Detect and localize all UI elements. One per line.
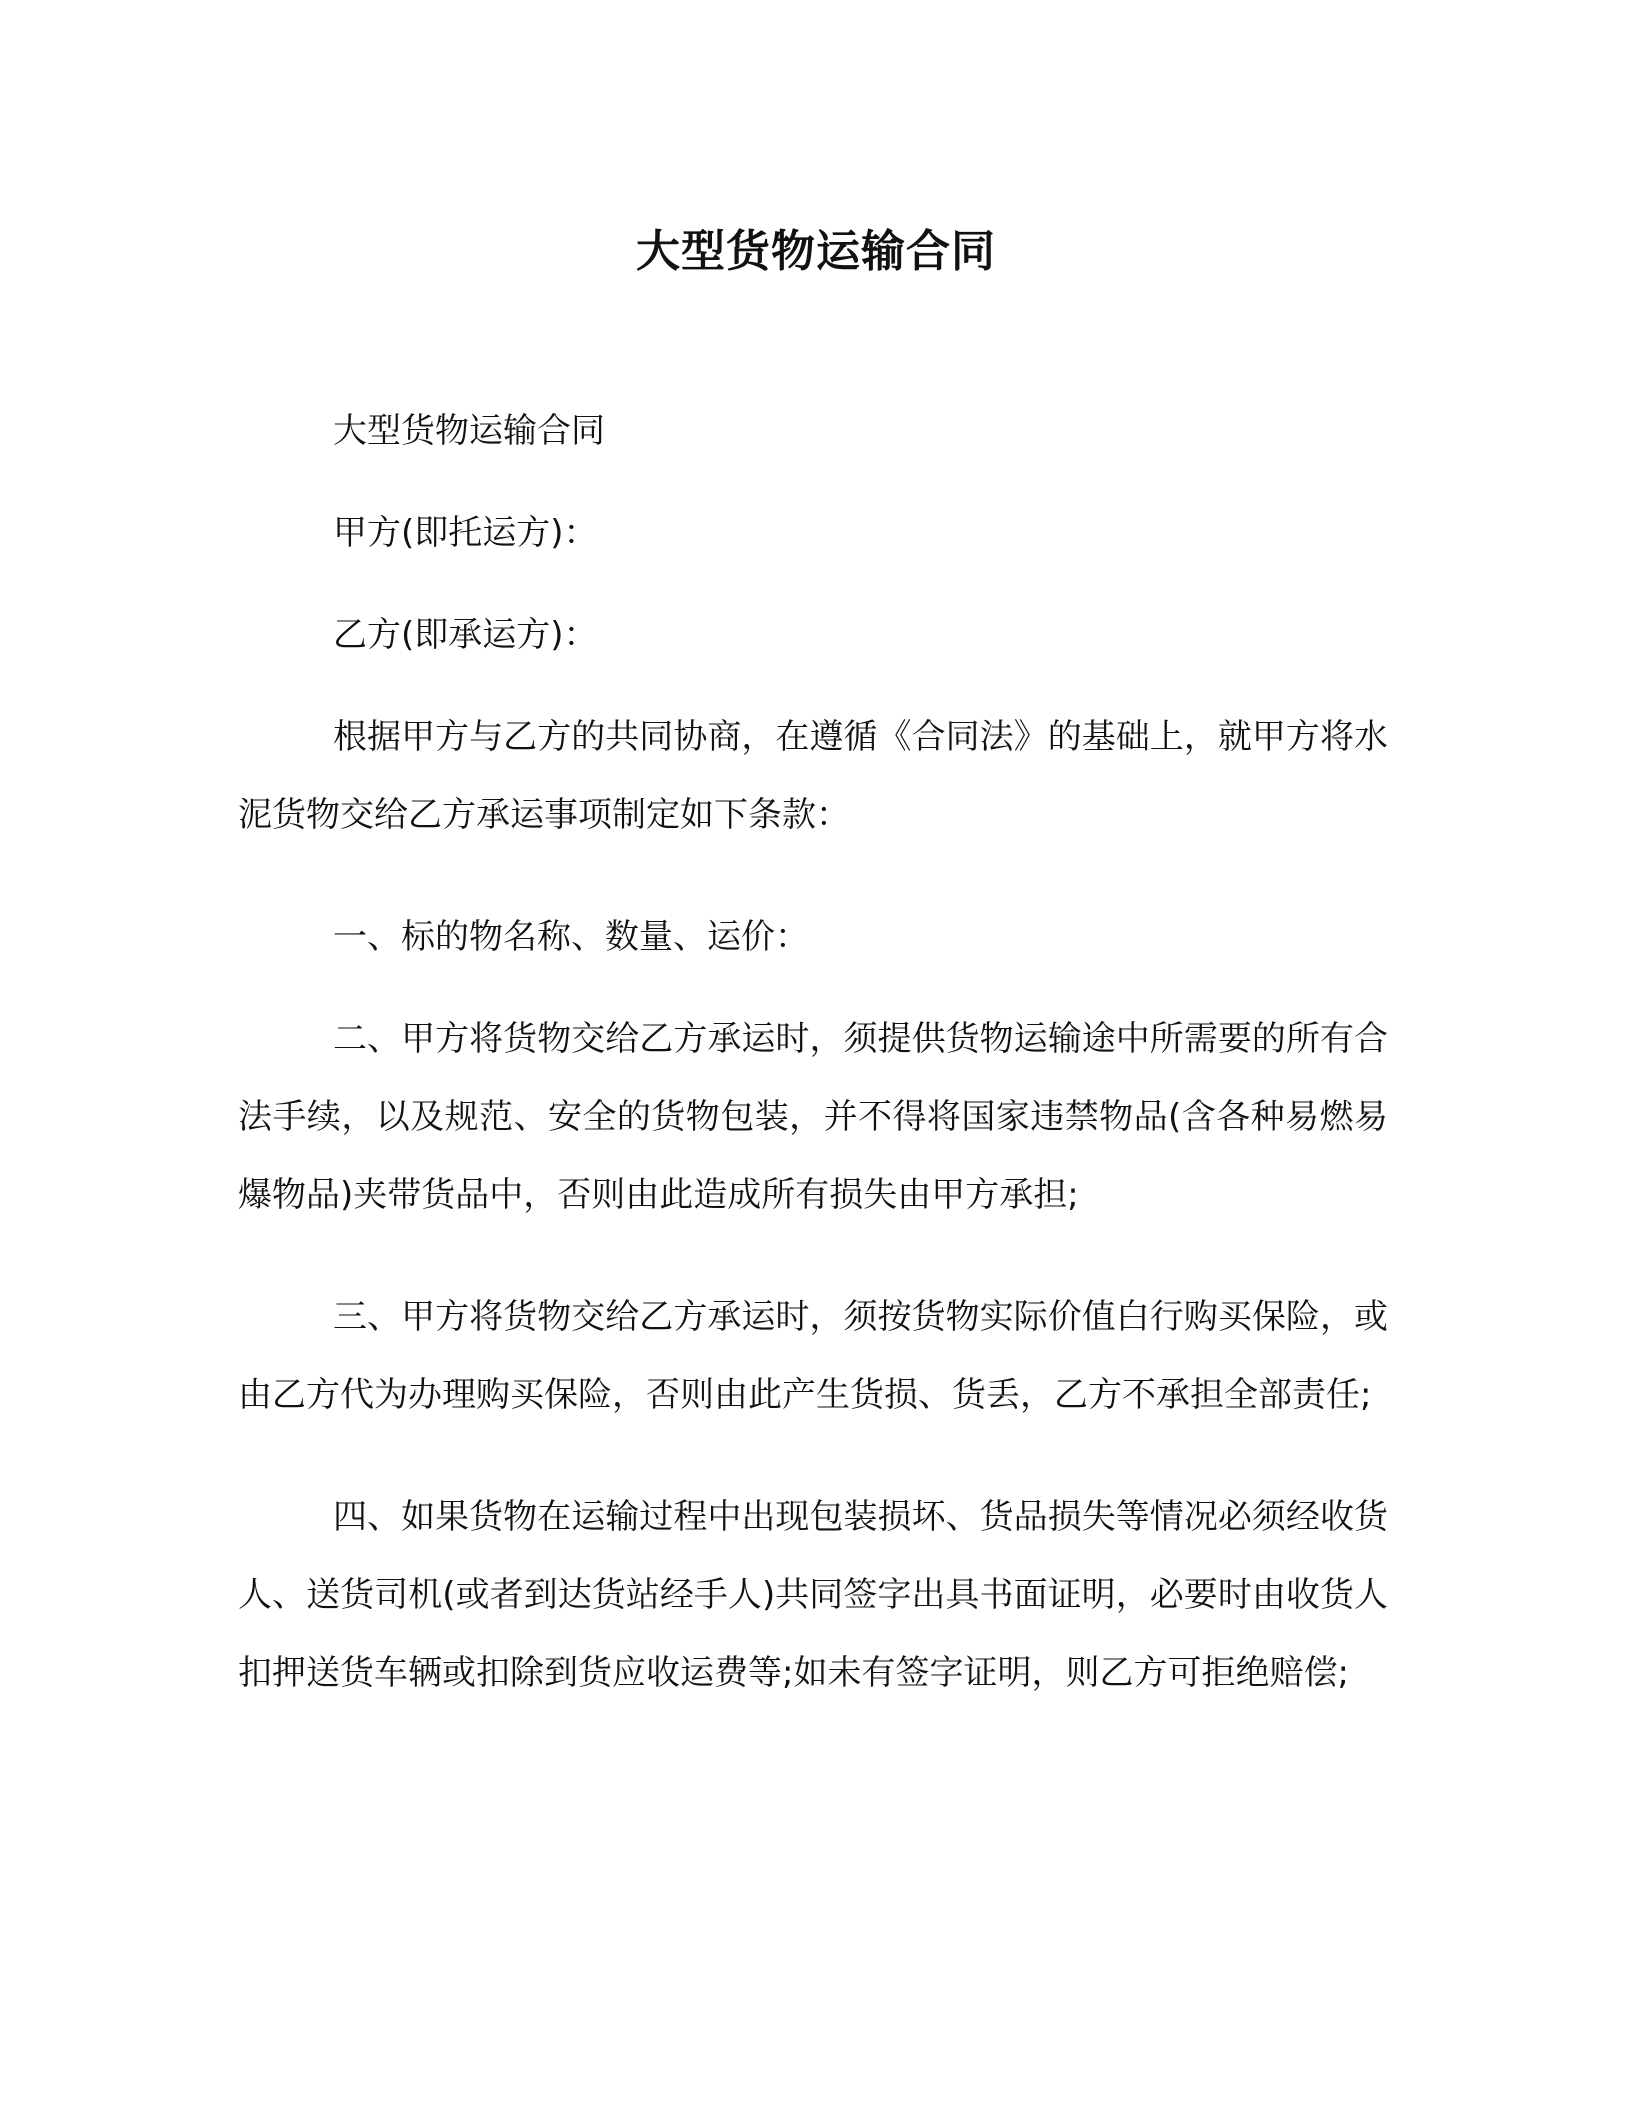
clause-4-paragraph: 四、如果货物在运输过程中出现包装损坏、货品损失等情况必须经收货人、送货司机(或者到达货站经手人)共同签字出具书面证明，必要时由收货人扣押送货车辆或扣除到货应收运费等;如未有签字证明，则乙方可拒绝赔偿;: [238, 1497, 1388, 1693]
party-a-line: 甲方(即托运方)：: [333, 513, 598, 553]
clause-1-paragraph: 一、标的物名称、数量、运价：: [333, 917, 809, 957]
document-title: 大型货物运输合同: [636, 226, 996, 277]
document-body: [238, 392, 1388, 1756]
preamble-paragraph: 根据甲方与乙方的共同协商，在遵循《合同法》的基础上，就甲方将水泥货物交给乙方承运事项制定如下条款：: [238, 717, 1388, 835]
party-b-line: 乙方(即承运方)：: [333, 615, 598, 655]
subtitle-paragraph: 大型货物运输合同: [333, 411, 605, 451]
clause-3-paragraph: 三、甲方将货物交给乙方承运时，须按货物实际价值白行购买保险，或由乙方代为办理购买保险，否则由此产生货损、货丢，乙方不承担全部责任;: [238, 1297, 1388, 1415]
clause-2-paragraph: 二、甲方将货物交给乙方承运时，须提供货物运输途中所需要的所有合法手续，以及规范、安全的货物包装，并不得将国家违禁物品(含各种易燃易爆物品)夹带货品中，否则由此造成所有损失由甲方承担;: [238, 1019, 1388, 1215]
